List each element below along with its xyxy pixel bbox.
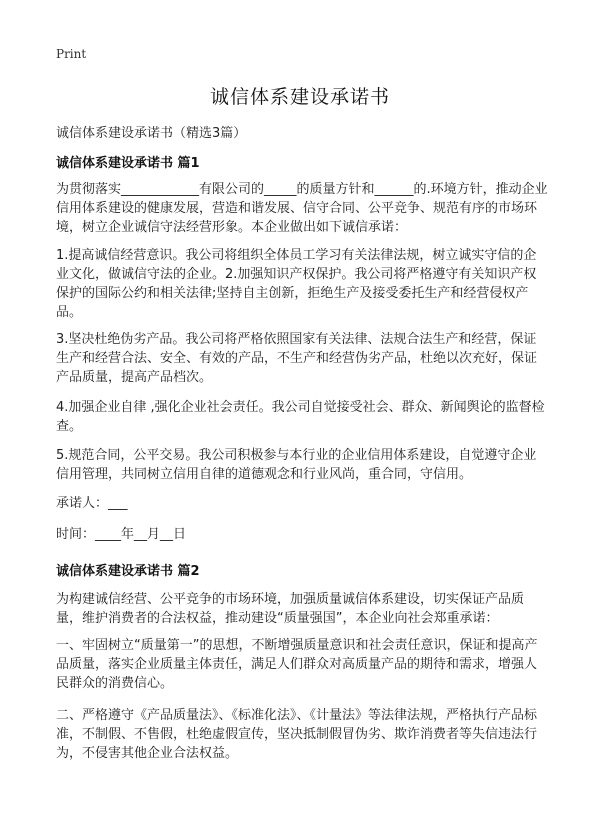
signatory-line: 承诺人：___ (56, 496, 128, 511)
document-title: 诚信体系建设承诺书 (209, 86, 390, 108)
paragraph: 5.规范合同，公平交易。我公司积极参与本行业的企业信用体系建设，自觉遵守企业信用管理，共同树立信用自律的道德观念和行业风尚，重合同，守信用。 (56, 448, 537, 482)
paragraph: 4.加强企业自律 ,强化企业社会责任。我公司自觉接受社会、群众、新闻舆论的监督检查。 (56, 400, 545, 434)
paragraph: 一、牢固树立“质量第一”的思想，不断增强质量意识和社会责任意识，保证和提高产品质量，落实企业质量主体责任，满足人们群众对高质量产品的期待和需求，增强人民群众的消费信心。 (56, 638, 538, 691)
paragraph: 3.坚决杜绝伪劣产品。我公司将严格依照国家有关法律、法规合法生产和经营，保证生产和经营合法、安全、有效的产品，不生产和经营伪劣产品，杜绝以次充好，保证产品质量，提高产品档次。 (56, 332, 538, 385)
section-heading-1: 诚信体系建设承诺书 篇1 (56, 156, 200, 171)
section-heading-2: 诚信体系建设承诺书 篇2 (56, 564, 200, 579)
print-link[interactable]: Print (56, 47, 87, 61)
paragraph: 为贯彻落实____________有限公司的_____的质量方针和______的.环境方针，推动企业信用体系建设的健康发展，营造和谐发展、信守合同、公平竞争、规范有序的市场环境，树立企业诚信守法经营形象。本企业做出如下诚信承诺： (56, 182, 548, 235)
paragraph: 二、严格遵守《产品质量法》、《标准化法》、《计量法》等法律法规，严格执行产品标准，不制假、不售假，杜绝虚假宣传，坚决抵制假冒伪劣、欺诈消费者等失信违法行为，不侵害其他企业合法权益。 (56, 708, 538, 761)
paragraph: 为构建诚信经营、公平竞争的市场环境，加强质量诚信体系建设，切实保证产品质量，维护消费者的合法权益，推动建设“质量强国”，本企业向社会郑重承诺： (56, 592, 525, 626)
document-subtitle: 诚信体系建设承诺书（精选3篇） (56, 126, 247, 141)
paragraph: 1.提高诚信经营意识。我公司将组织全体员工学习有关法律法规，树立诚实守信的企业文化，做诚信守法的企业。2.加强知识产权保护。我公司将严格遵守有关知识产权保护的国际公约和相关法律;坚持自主创新，拒绝生产及接受委托生产和经营侵权产品。 (56, 248, 537, 320)
date-line: 时间：____年__月__日 (56, 527, 187, 542)
